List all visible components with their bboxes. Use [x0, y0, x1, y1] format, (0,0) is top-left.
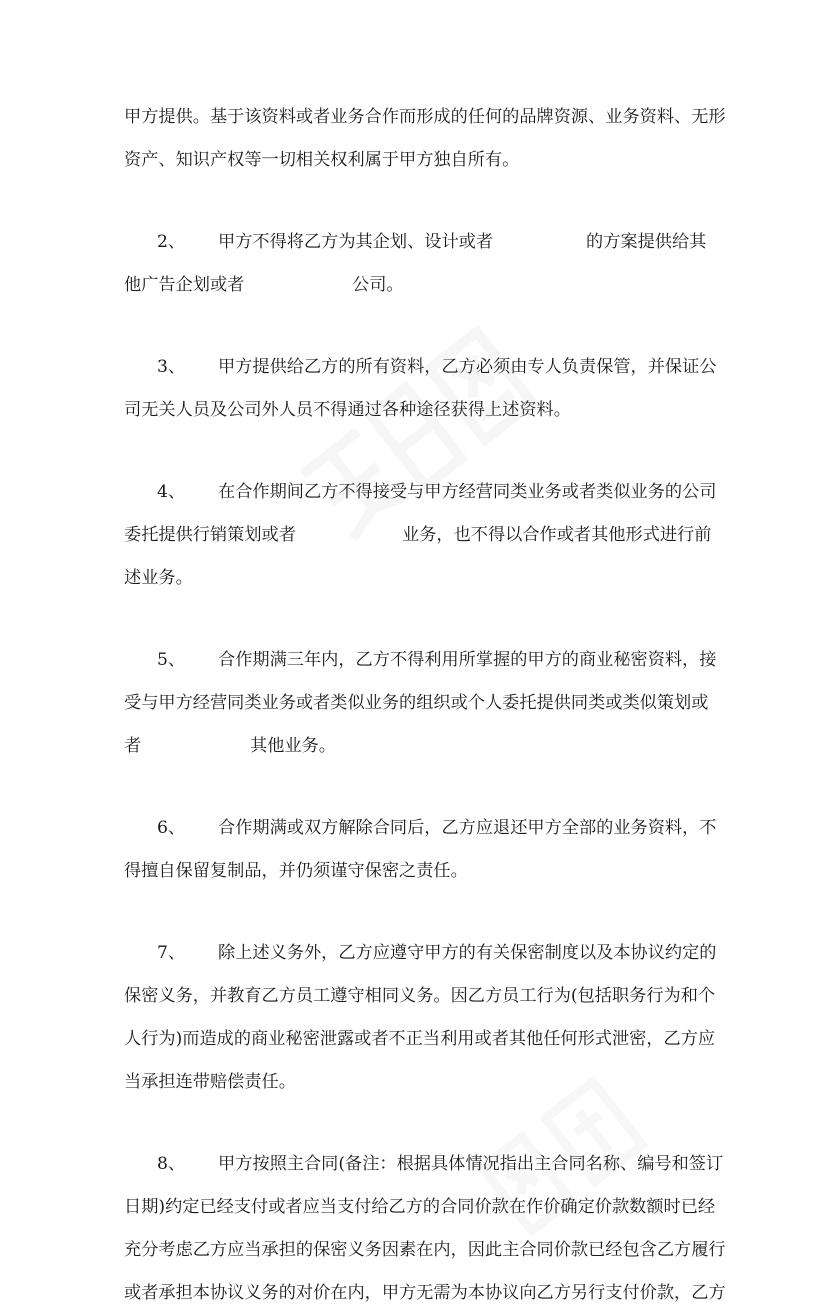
paragraph-2-line-2	[124, 264, 708, 307]
paragraph-4-line-2	[124, 514, 712, 557]
paragraph-2-line-1	[124, 221, 708, 264]
paragraph-3-line-2: 司无关人员及公司外人员不得通过各种途径获得上述资料。	[124, 400, 571, 420]
paragraph-7-line-1	[124, 932, 717, 975]
paragraph-6-line-1-text: 合作期满或双方解除合同后，乙方应退还甲方全部的业务资料，不	[218, 818, 717, 838]
paragraph-3-line-1-text: 甲方提供给乙方的所有资料，乙方必须由专人负责保管，并保证公	[218, 357, 717, 377]
paragraph-8-number: 8、	[157, 1154, 186, 1174]
paragraph-8-line-4: 或者承担本协议义务的对价在内，甲方无需为本协议向乙方另行支付价款，乙方	[124, 1283, 726, 1303]
paragraph-5-line-3	[124, 725, 708, 768]
paragraph-2-number: 2、	[157, 232, 186, 252]
paragraph-6-number: 6、	[157, 818, 186, 838]
paragraph-6-line-1	[124, 807, 717, 850]
paragraph-2-line-2-end: 公司。	[352, 275, 404, 295]
paragraph-5-line-1-text: 合作期满三年内，乙方不得利用所掌握的甲方的商业秘密资料，接	[218, 650, 717, 670]
paragraph-7-line-1-text: 除上述义务外，乙方应遵守甲方的有关保密制度以及本协议约定的	[218, 943, 717, 963]
paragraph-8-line-3: 充分考虑乙方应当承担的保密义务因素在内，因此主合同价款已经包含乙方履行	[124, 1240, 726, 1260]
paragraph-8-line-2: 日期)约定已经支付或者应当支付给乙方的合同价款在作价确定价款数额时已经	[124, 1197, 716, 1217]
paragraph-2-line-1-start: 甲方不得将乙方为其企划、设计或者	[218, 232, 494, 252]
paragraph-4-line-2-end: 业务，也不得以合作或者其他形式进行前	[402, 525, 712, 545]
paragraph-7-line-3: 人行为)而造成的商业秘密泄露或者不正当利用或者其他任何形式泄密，乙方应	[124, 1029, 716, 1049]
paragraph-5-line-2: 受与甲方经营同类业务或者类似业务的组织或个人委托提供同类或类似策划或	[124, 693, 709, 713]
paragraph-7-line-2: 保密义务，并教育乙方员工遵守相同义务。因乙方员工行为(包括职务行为和个	[124, 986, 716, 1006]
paragraph-3-line-1	[124, 346, 717, 389]
paragraph-4-line-3: 述业务。	[124, 568, 193, 588]
paragraph-4-line-1	[124, 471, 717, 514]
paragraph-4-line-1-text: 在合作期间乙方不得接受与甲方经营同类业务或者类似业务的公司	[218, 482, 717, 502]
paragraph-2-line-1-end: 的方案提供给其	[586, 232, 707, 252]
paragraph-5-number: 5、	[157, 650, 186, 670]
paragraph-8-line-1	[124, 1143, 724, 1186]
paragraph-5-line-3-end: 其他业务。	[250, 736, 336, 756]
paragraph-5-line-1	[124, 639, 717, 682]
paragraph-5-line-3-start: 者	[124, 736, 142, 756]
paragraph-7-line-4: 当承担连带赔偿责任。	[124, 1072, 296, 1092]
paragraph-3-number: 3、	[157, 357, 186, 377]
paragraph-1-line-1: 甲方提供。基于该资料或者业务合作而形成的任何的品牌资源、业务资料、无形	[124, 107, 726, 127]
paragraph-7-number: 7、	[157, 943, 186, 963]
document-body	[124, 96, 726, 1315]
paragraph-4-line-2-start: 委托提供行销策划或者	[124, 525, 296, 545]
paragraph-6-line-2: 得擅自保留复制品，并仍须谨守保密之责任。	[124, 861, 468, 881]
paragraph-4-number: 4、	[157, 482, 186, 502]
paragraph-8-line-1-text: 甲方按照主合同(备注：根据具体情况指出主合同名称、编号和签订	[218, 1154, 724, 1174]
paragraph-1-line-2: 资产、知识产权等一切相关权利属于甲方独自所有。	[124, 150, 520, 170]
paragraph-2-line-2-start: 他广告企划或者	[124, 275, 245, 295]
